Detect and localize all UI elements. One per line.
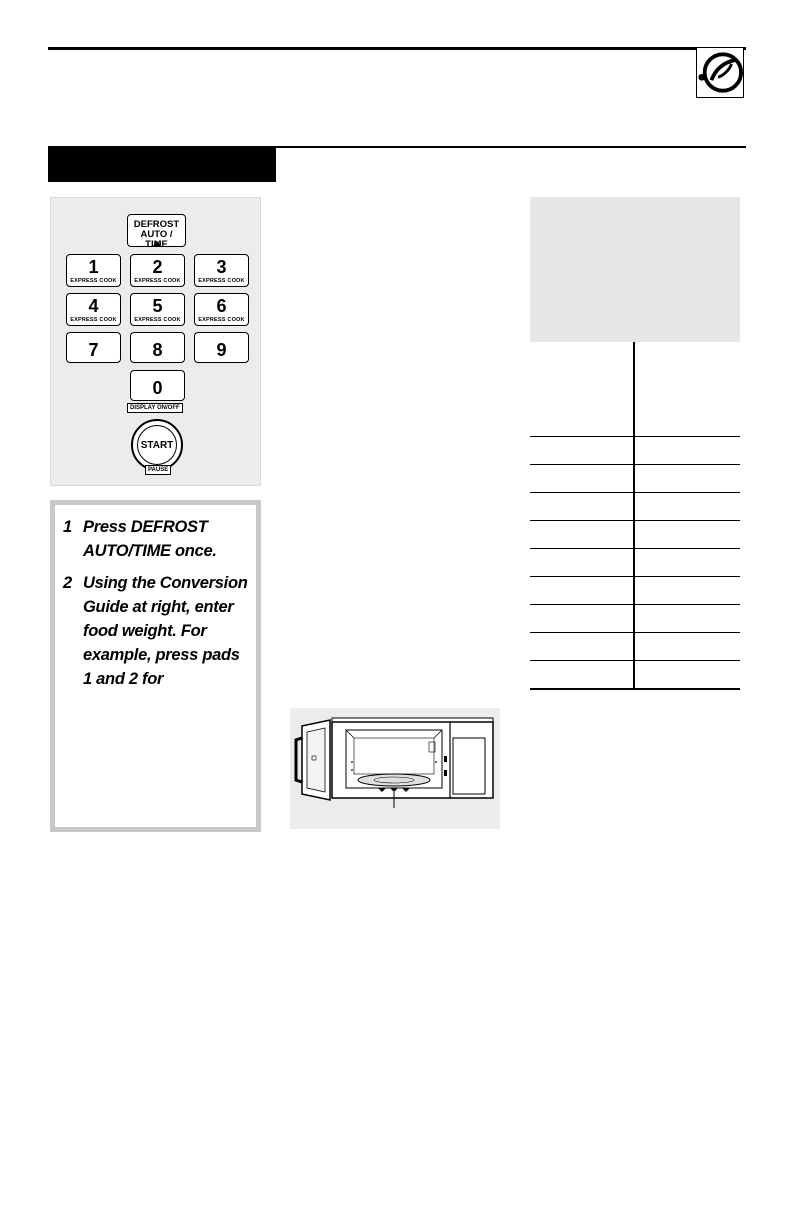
table-row xyxy=(530,576,740,577)
key-number: 1 xyxy=(88,257,99,277)
key-number: 7 xyxy=(88,340,99,360)
key-sub-label: EXPRESS COOK xyxy=(198,278,245,284)
number-pad-5[interactable] xyxy=(130,293,185,326)
key-number: 8 xyxy=(152,340,163,360)
number-pad-9[interactable] xyxy=(194,332,249,363)
triangle-icon xyxy=(152,241,162,247)
table-row xyxy=(530,492,740,493)
number-pad-1[interactable] xyxy=(66,254,121,287)
key-number: 3 xyxy=(216,257,227,277)
column-divider xyxy=(633,342,635,689)
number-pad-6[interactable] xyxy=(194,293,249,326)
number-pad-0[interactable] xyxy=(130,370,185,401)
pause-label: PAUSE xyxy=(145,465,171,475)
key-sub-label: EXPRESS COOK xyxy=(70,317,117,323)
key-sub-label: EXPRESS COOK xyxy=(198,317,245,323)
keypad-panel xyxy=(50,197,261,486)
key-number: 6 xyxy=(216,296,227,316)
key-sub-label: EXPRESS COOK xyxy=(134,317,181,323)
key-sub-label: EXPRESS COOK xyxy=(70,278,117,284)
top-rule xyxy=(48,47,746,50)
key-number: 2 xyxy=(152,257,163,277)
table-row xyxy=(530,632,740,633)
ge-monogram-icon xyxy=(696,48,744,98)
defrost-label: DEFROST xyxy=(133,219,180,230)
conversion-guide-table xyxy=(530,342,740,690)
table-row xyxy=(530,660,740,661)
key-sub-label: EXPRESS COOK xyxy=(134,278,181,284)
table-row xyxy=(530,436,740,437)
defrost-auto-time-button[interactable] xyxy=(127,214,186,250)
number-pad-8[interactable] xyxy=(130,332,185,363)
table-row xyxy=(530,520,740,521)
table-row xyxy=(530,604,740,605)
table-row xyxy=(530,464,740,465)
step-text: Press DEFROST AUTO/TIME once. xyxy=(83,518,217,560)
instruction-step xyxy=(63,571,248,691)
number-pad-7[interactable] xyxy=(66,332,121,363)
number-pad-4[interactable] xyxy=(66,293,121,326)
instruction-box xyxy=(50,500,261,832)
conversion-guide-header xyxy=(530,197,740,342)
key-number: 9 xyxy=(216,340,227,360)
table-row xyxy=(530,548,740,549)
key-number: 5 xyxy=(152,296,163,316)
number-pad-2[interactable] xyxy=(130,254,185,287)
display-on-off-label: DISPLAY ON/OFF xyxy=(127,403,183,413)
microwave-illustration xyxy=(290,708,500,829)
step-number: 2 xyxy=(63,574,72,592)
start-button[interactable] xyxy=(131,419,183,471)
auto-time-label: AUTO / TIME xyxy=(140,229,173,250)
key-number: 4 xyxy=(88,296,99,316)
key-number: 0 xyxy=(152,378,163,398)
number-pad-3[interactable] xyxy=(194,254,249,287)
step-number: 1 xyxy=(63,518,72,536)
step-text: Using the Conversion Guide at right, enter food weight. For example, press pads 1 and 2 for xyxy=(83,574,248,688)
table-bottom-rule xyxy=(530,688,740,690)
section-title-bar xyxy=(48,146,276,182)
instruction-step xyxy=(63,515,248,563)
section-rule xyxy=(276,146,746,148)
start-label: START xyxy=(137,425,177,465)
